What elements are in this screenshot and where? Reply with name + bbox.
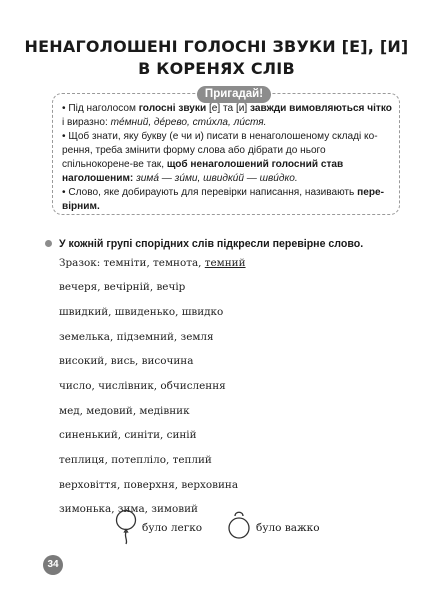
word-group-5[interactable]: число, числівник, обчислення [59,380,226,392]
title-line-1: НЕНАГОЛОШЕНІ ГОЛОСНІ ЗВУКИ [Е], [И] [24,37,409,56]
page-number: 34 [43,555,63,575]
word-group-4[interactable]: високий, вись, височина [59,355,194,367]
word-group-3[interactable]: земелька, підземний, земля [59,331,214,343]
word-group-8[interactable]: теплиця, потепліло, теплий [59,454,212,466]
rule-3: • Слово, яке добираують для перевірки написання, називають пере-вірним. [62,187,384,212]
remember-badge: Пригадай! [197,86,271,103]
word-group-7[interactable]: синенький, синіти, синій [59,429,197,441]
page-title [0,36,433,80]
rule-1: • Під наголосом голосні звуки [е] та [и] завжди вимовляються чітко і виразно: тéмний, дéрево, стúхла, лúстя. [62,103,392,128]
task-bullet [45,240,52,247]
balloon-icon[interactable] [114,508,138,550]
rules-text [62,102,392,214]
word-group-9[interactable]: верховіття, поверхня, верховина [59,479,239,491]
word-group-1[interactable]: вечеря, вечірній, вечір [59,281,186,293]
word-group-6[interactable]: мед, медовий, медівник [59,405,190,417]
example-line: Зразок: темніти, темнота, темний [59,257,246,269]
easy-label: було легко [142,522,203,534]
rule-2: • Щоб знати, яку букву (е чи и) писати в ненаголошеному складі ко-рення, треба змінити форму слова або дібрати до нього спільнокорене-ве так, щоб ненаголошений голосний став наголошеним: зимá — зúми, швидкúй — швúдко. [62,131,378,184]
task-instruction: У кожній групі спорідних слів підкресли перевірне слово. [59,238,364,250]
title-line-2: В КОРЕНЯХ СЛІВ [138,59,295,78]
word-group-10[interactable]: зимонька, зима, зимовий [59,503,198,515]
word-group-2[interactable]: швидкий, швиденько, швидко [59,306,224,318]
hard-label: було важко [256,522,320,534]
weight-icon[interactable] [226,508,252,544]
